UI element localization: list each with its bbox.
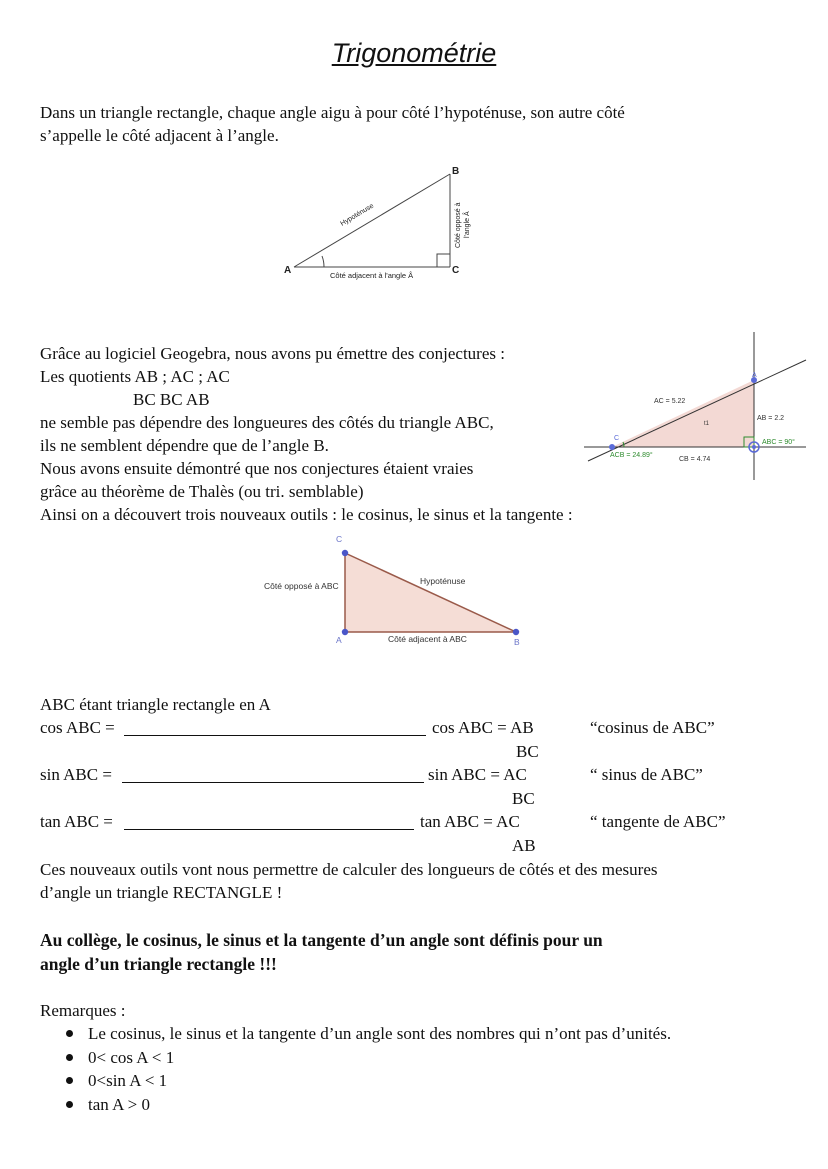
opposite-label-2: l'angle Â — [464, 211, 471, 238]
cos-denominator: BC — [516, 742, 539, 761]
remark-item-1: Le cosinus, le sinus et la tangente d’un angle sont des nombres qui n’ont pas d’unités. — [88, 1022, 671, 1046]
triangle-figure-2 — [256, 530, 536, 655]
point-b-label: B — [514, 637, 520, 647]
tan-name: “ tangente de ABC” — [590, 812, 726, 831]
triangle-figure-1 — [270, 160, 490, 285]
sin-blank-line — [122, 782, 424, 783]
hypotenuse-label: Hypoténuse — [420, 576, 466, 586]
point-a — [342, 629, 348, 635]
point-a-label: A — [336, 635, 342, 645]
tools-line-1: Ces nouveaux outils vont nous permettre de calculer des longueurs de côtés et des mesures — [40, 860, 658, 879]
hypotenuse-side — [294, 174, 450, 267]
intro-line-1: Dans un triangle rectangle, chaque angle aigu à pour côté l’hypoténuse, son autre côté — [40, 103, 625, 122]
right-angle-mark — [437, 254, 450, 267]
opposite-label: Côté opposé à ABC — [264, 581, 339, 591]
vertex-b-label: B — [452, 166, 460, 177]
bold-statement-line-1: Au collège, le cosinus, le sinus et la tangente d’un angle sont définis pour un — [40, 930, 603, 950]
abc-angle-label: ABC = 90° — [762, 439, 795, 446]
point-c-label: C — [336, 534, 343, 544]
polygon-label: t1 — [704, 421, 710, 427]
acb-angle-label: ACB = 24.89° — [610, 452, 653, 459]
geogebra-line-6: Nous avons ensuite démontré que nos conjectures étaient vraies — [40, 459, 474, 478]
geogebra-line-2: Les quotients AB ; AC ; AC — [40, 367, 230, 386]
page-title: Trigonométrie — [331, 38, 497, 68]
sin-name: “ sinus de ABC” — [590, 765, 703, 784]
point-b — [513, 629, 519, 635]
point-c-label: C — [614, 435, 620, 442]
sin-denominator: BC — [512, 789, 535, 808]
cos-name: “cosinus de ABC” — [590, 718, 715, 737]
adjacent-label: Côté adjacent à l'angle Â — [330, 271, 414, 280]
cos-blank-line — [124, 735, 426, 736]
geogebra-line-7: grâce au théorème de Thalès (ou tri. semblable) — [40, 482, 364, 501]
geogebra-figure — [584, 330, 810, 482]
geogebra-line-5: ils ne semblent dépendre que de l’angle B. — [40, 436, 329, 455]
bold-statement-line-2: angle d’un triangle rectangle !!! — [40, 954, 277, 974]
angle-a-arc — [322, 256, 324, 267]
tan-left: tan ABC = — [40, 812, 113, 831]
cos-right: cos ABC = AB — [432, 718, 534, 737]
cos-left: cos ABC = — [40, 718, 115, 737]
remarks-list — [62, 1022, 671, 1116]
vertex-c-label: C — [452, 265, 460, 276]
remark-item-4: tan A > 0 — [88, 1093, 671, 1117]
remark-item-3: 0<sin A < 1 — [88, 1069, 671, 1093]
adjacent-label: Côté adjacent à ABC — [388, 634, 467, 644]
point-a-label: A — [752, 372, 757, 379]
definitions-heading: ABC étant triangle rectangle en A — [40, 695, 271, 714]
point-b-center — [752, 445, 756, 449]
intro-line-2: s’appelle le côté adjacent à l’angle. — [40, 126, 279, 145]
remark-item-2: 0< cos A < 1 — [88, 1046, 671, 1070]
geogebra-line-4: ne semble pas dépendre des longueures des côtés du triangle ABC, — [40, 413, 494, 432]
cb-length-label: CB = 4.74 — [679, 456, 711, 463]
point-c — [609, 444, 615, 450]
remarks-heading: Remarques : — [40, 1001, 126, 1020]
geogebra-line-1: Grâce au logiciel Geogebra, nous avons pu émettre des conjectures : — [40, 344, 505, 363]
triangle-fill — [612, 380, 754, 447]
triangle-abc — [345, 553, 516, 632]
tan-blank-line — [124, 829, 414, 830]
sin-right: sin ABC = AC — [428, 765, 527, 784]
point-c — [342, 550, 348, 556]
ab-length-label: AB = 2.2 — [757, 415, 785, 422]
tan-right: tan ABC = AC — [420, 812, 520, 831]
ac-length-label: AC = 5.22 — [654, 398, 686, 405]
tan-denominator: AB — [512, 836, 536, 855]
hypotenuse-label: Hypoténuse — [339, 202, 376, 228]
sin-left: sin ABC = — [40, 765, 112, 784]
geogebra-line-8: Ainsi on a découvert trois nouveaux outils : le cosinus, le sinus et la tangente : — [40, 505, 573, 524]
tools-line-2: d’angle un triangle RECTANGLE ! — [40, 883, 283, 902]
vertex-a-label: A — [284, 265, 292, 276]
opposite-label-1: Côté opposé à — [455, 202, 462, 248]
geogebra-line-3: BC BC AB — [133, 390, 210, 409]
